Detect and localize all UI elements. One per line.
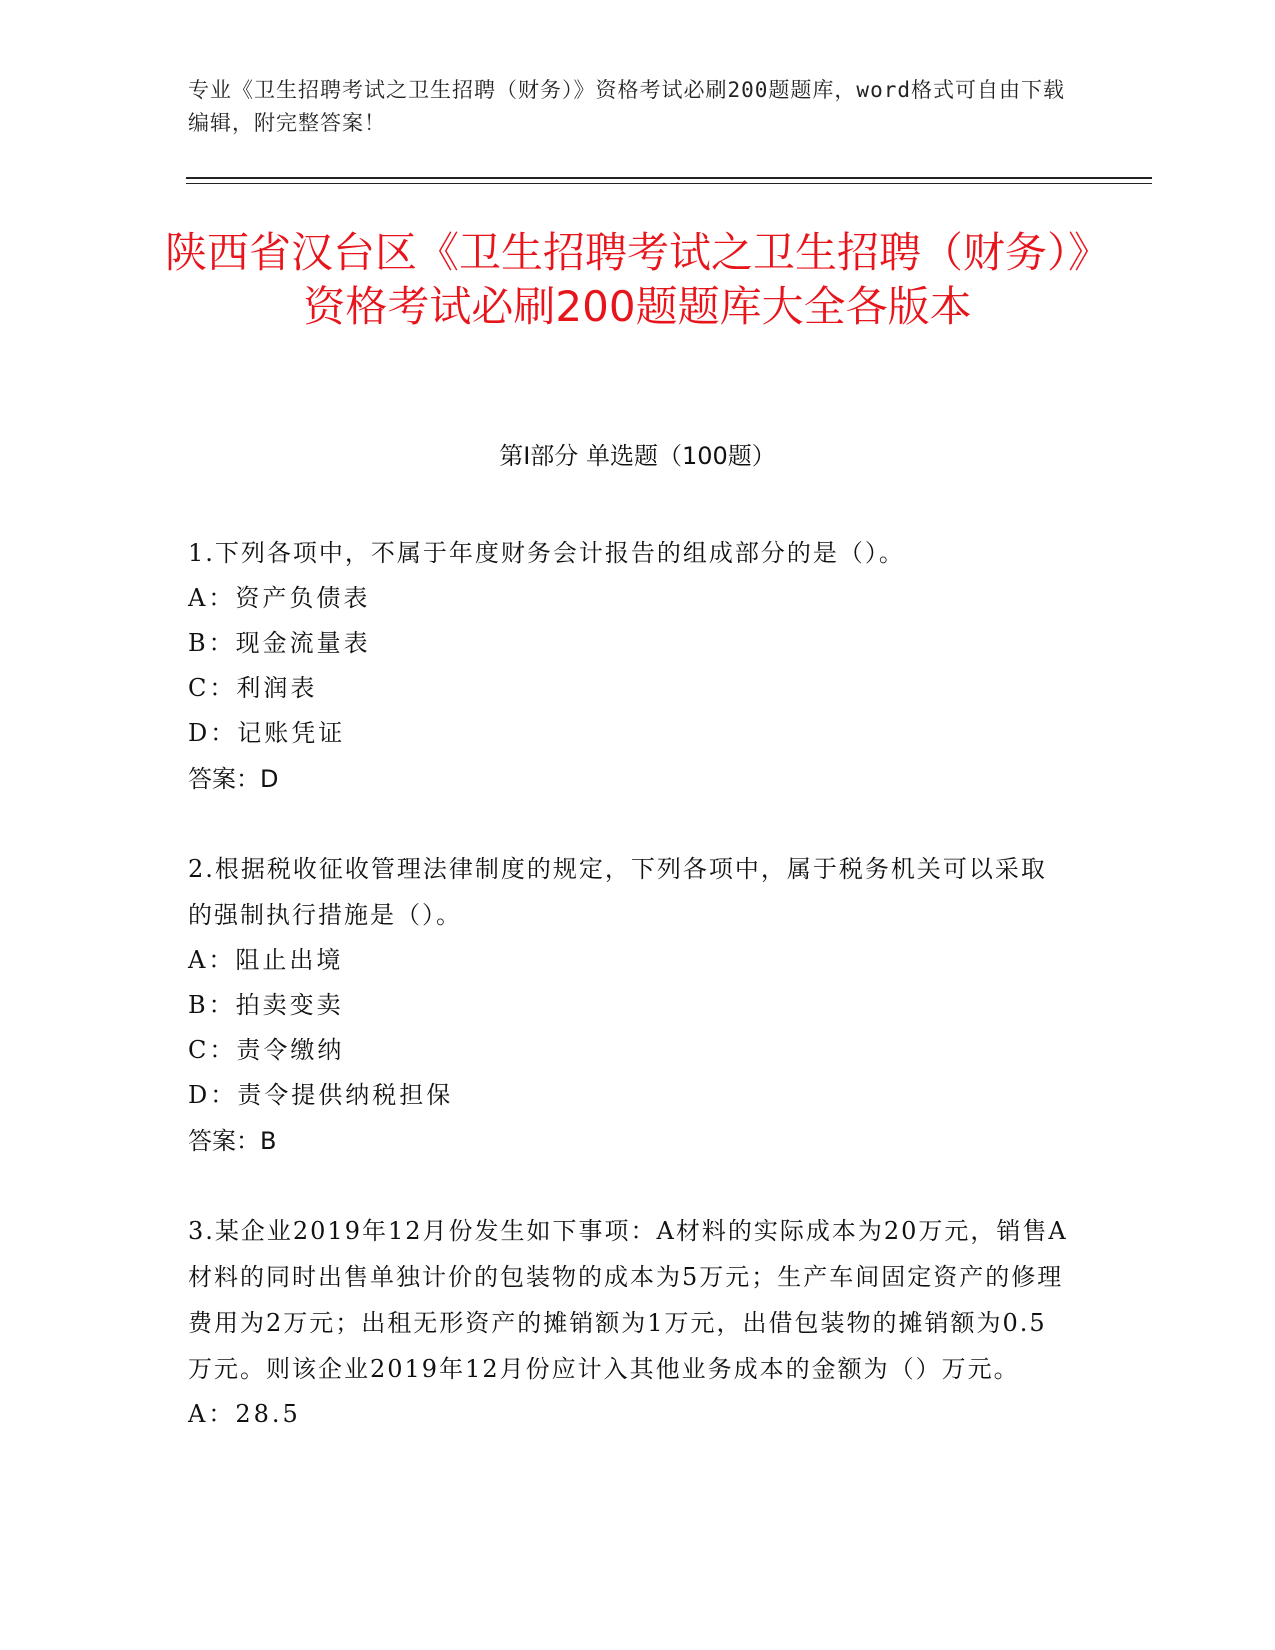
option-c: C：责令缴纳 xyxy=(188,1036,345,1064)
option-b: B：现金流量表 xyxy=(188,629,371,657)
option-a: A：28.5 xyxy=(188,1400,301,1428)
header-rule-thin xyxy=(186,183,1152,184)
spacer xyxy=(188,802,1068,846)
option-d: D：责令提供纳税担保 xyxy=(188,1081,454,1109)
question-text: 2.根据税收征收管理法律制度的规定，下列各项中，属于税务机关可以采取的强制执行措施是（）。 xyxy=(188,855,1047,929)
section-title: 第I部分 单选题（100题） xyxy=(499,442,776,470)
answer-line: 答案：B xyxy=(188,1127,277,1155)
question-list xyxy=(188,530,1068,1437)
spacer xyxy=(188,1164,1068,1208)
question-block xyxy=(188,846,1068,1164)
answer-line: 答案：D xyxy=(188,765,279,793)
question-block xyxy=(188,1208,1068,1437)
option-a: A：阻止出境 xyxy=(188,946,344,974)
question-block xyxy=(188,530,1068,802)
header-rule-thick xyxy=(186,177,1152,179)
document-title: 陕西省汉台区《卫生招聘考试之卫生招聘（财务）》资格考试必刷200题题库大全各版本 xyxy=(164,228,1110,331)
question-text: 3.某企业2019年12月份发生如下事项：A材料的实际成本为20万元，销售A材料的同时出售单独计价的包装物的成本为5万元；生产车间固定资产的修理费用为2万元；出租无形资产的摊销额为1万元，出借包装物的摊销额为0.5万元。则该企业2019年12月份应计入其他业务成本的金额为（）万元。 xyxy=(188,1217,1068,1383)
header-note: 专业《卫生招聘考试之卫生招聘（财务）》资格考试必刷200题题库，word格式可自由下载编辑，附完整答案！ xyxy=(188,78,1065,135)
option-d: D：记账凭证 xyxy=(188,719,346,747)
option-b: B：拍卖变卖 xyxy=(188,991,344,1019)
option-a: A：资产负债表 xyxy=(188,584,371,612)
option-c: C：利润表 xyxy=(188,674,318,702)
question-text: 1.下列各项中，不属于年度财务会计报告的组成部分的是（）。 xyxy=(188,539,905,567)
